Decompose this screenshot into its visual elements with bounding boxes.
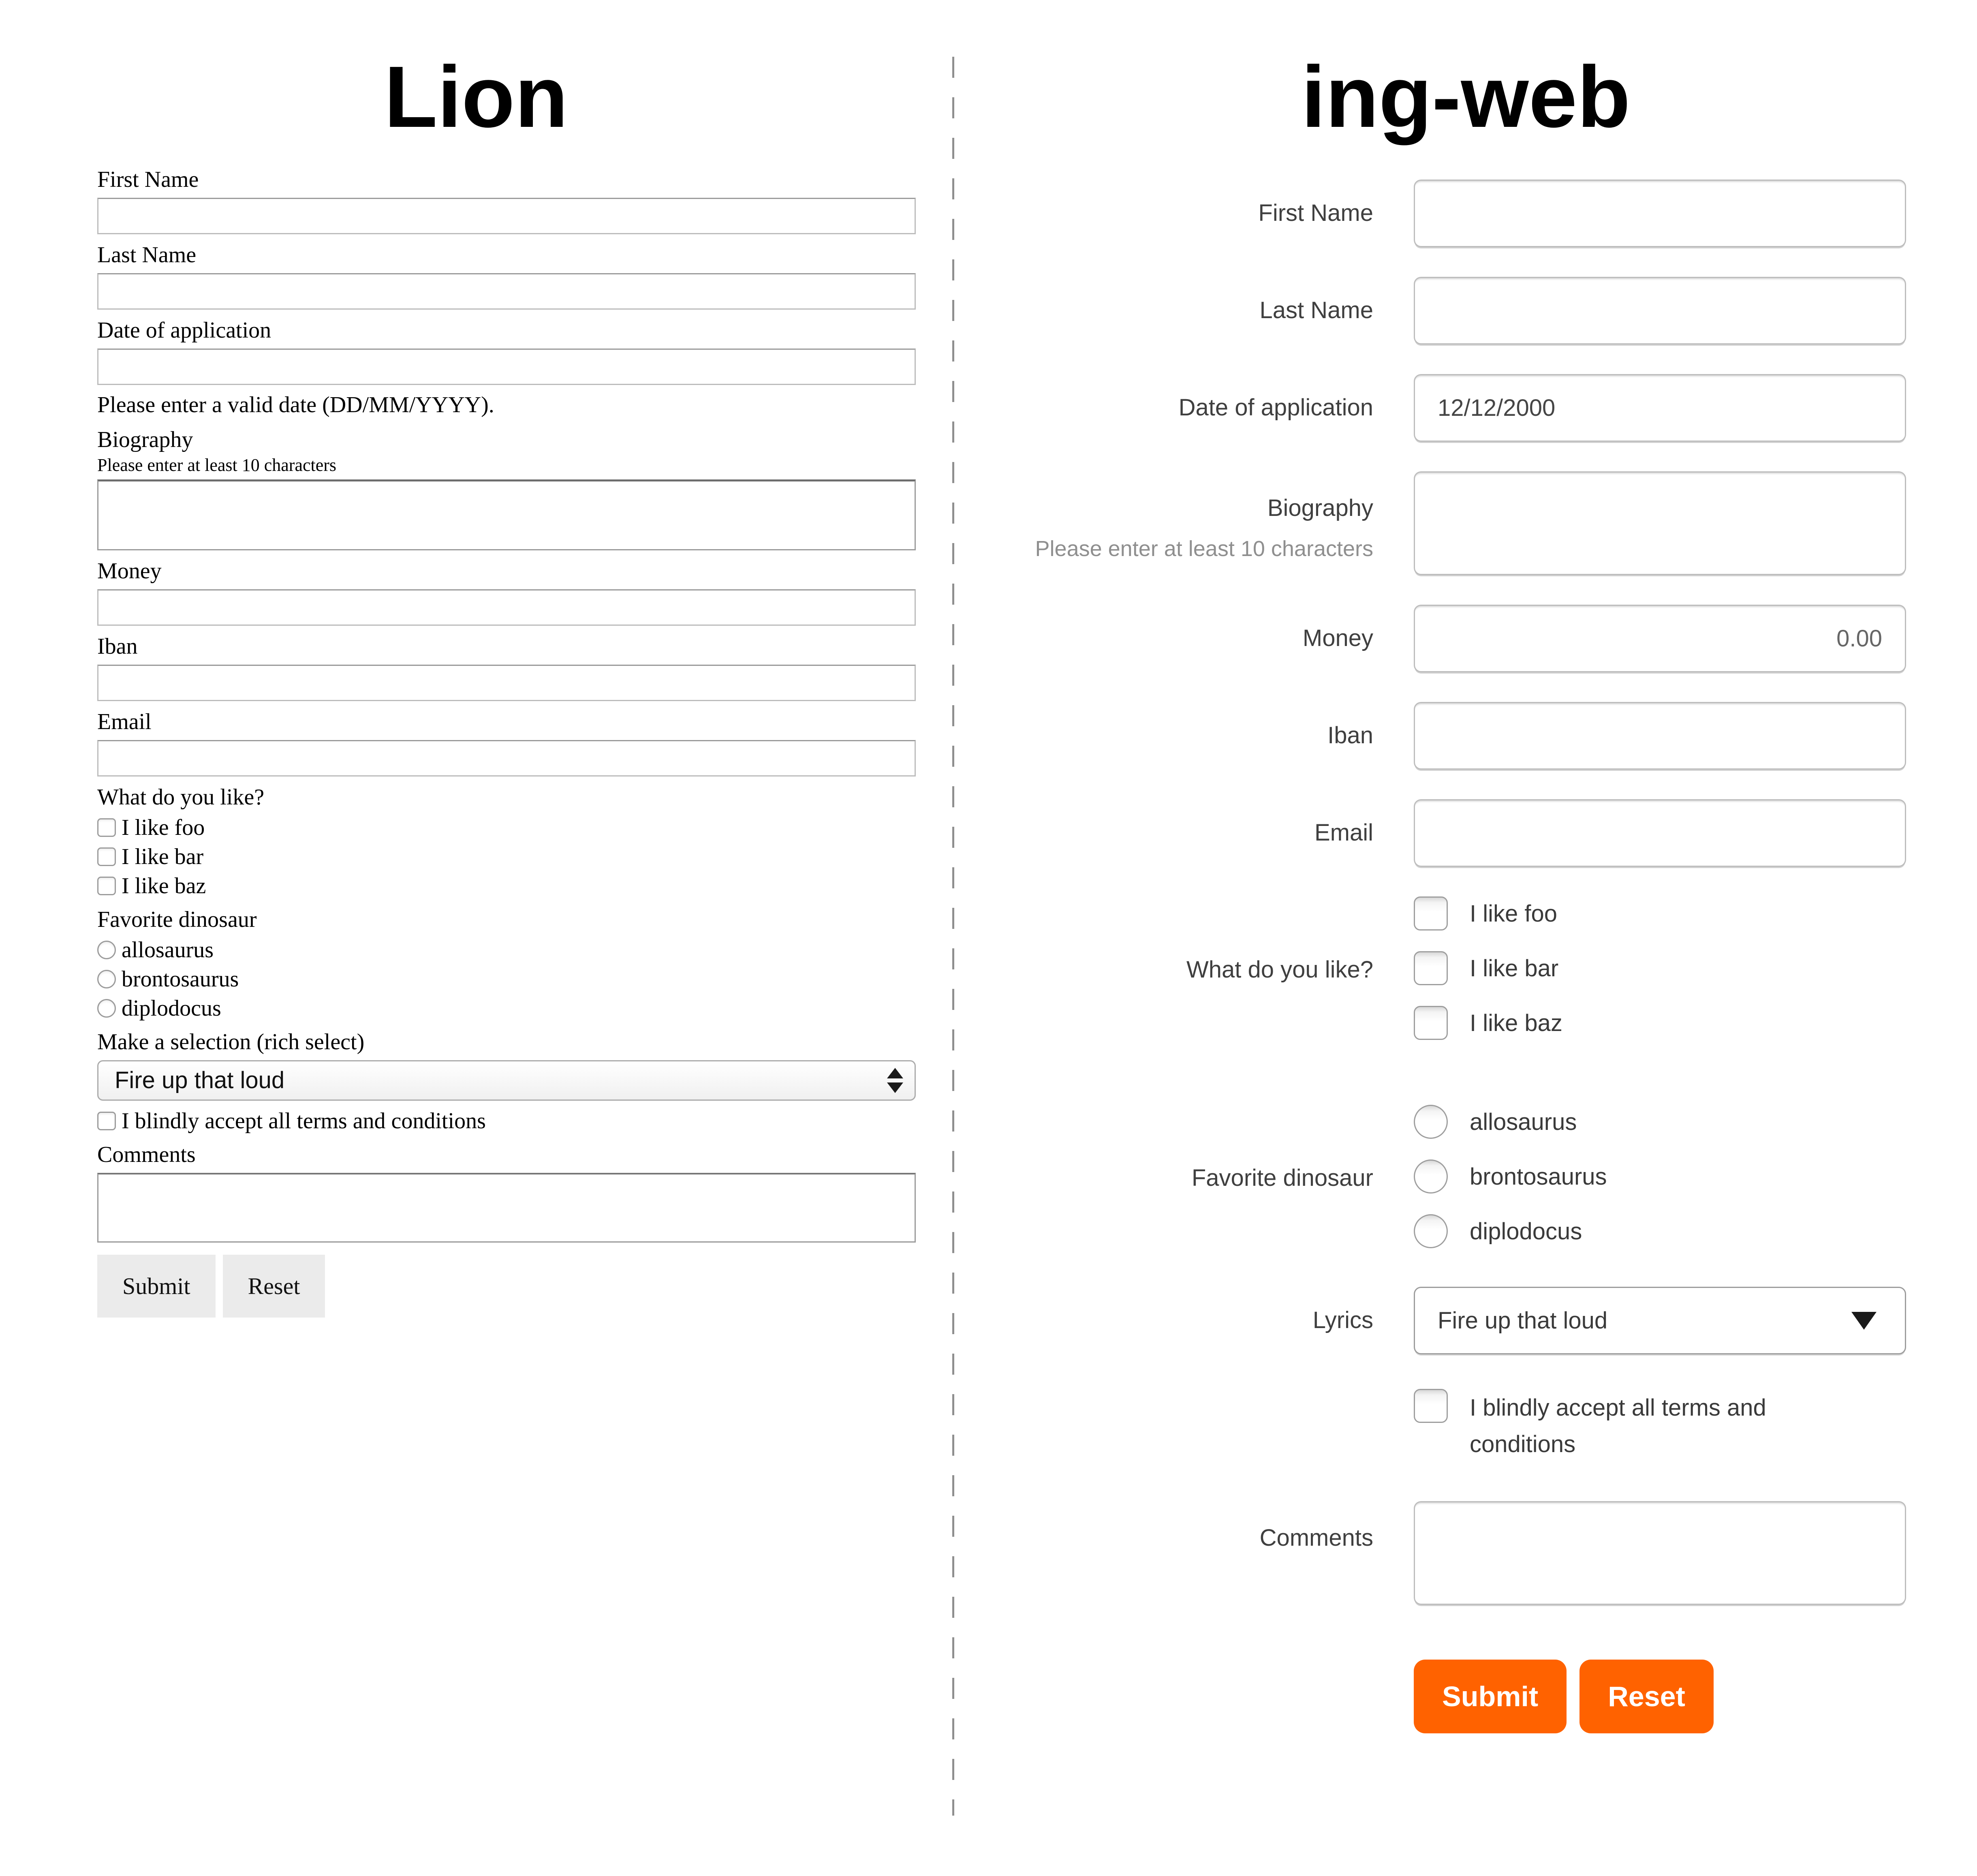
brontosaurus-radio[interactable] [97,970,116,988]
iban-input[interactable] [97,665,916,701]
comments-row [985,1501,1977,1605]
biography-helper: Please enter at least 10 characters [1035,536,1373,561]
comments-textarea[interactable] [1414,1501,1906,1605]
form-row [985,702,1977,770]
terms-option[interactable] [97,1108,916,1134]
biography-textarea[interactable] [1414,471,1906,575]
brontosaurus-radio[interactable] [1414,1159,1448,1194]
allosaurus-label: allosaurus [1470,1108,1577,1135]
lion-title: Lion [384,48,568,145]
first-name-input[interactable] [1414,180,1906,247]
lyrics-select[interactable] [1414,1287,1906,1354]
brontosaurus-label: brontosaurus [1470,1163,1607,1190]
last-name-label: Last Name [97,242,197,267]
lyrics-select-value: Fire up that loud [1438,1307,1608,1334]
checkbox-option[interactable] [1414,951,1906,985]
ing-web-title: ing-web [1301,48,1631,145]
radio-option[interactable] [1414,1214,1906,1248]
lyrics-label: Lyrics [1312,1307,1373,1334]
date-label: Date of application [1178,394,1373,421]
checkbox-option[interactable] [1414,1006,1906,1040]
terms-label: I blindly accept all terms and conditions [122,1108,486,1134]
radio-option[interactable] [97,966,916,992]
comments-label: Comments [97,1142,196,1167]
checkbox-option[interactable] [97,844,916,870]
reset-button[interactable]: Reset [1579,1660,1714,1733]
checkbox-option[interactable] [97,873,916,899]
date-label: Date of application [97,318,271,343]
likes-group-label: What do you like? [1186,956,1373,983]
like-foo-checkbox[interactable] [97,818,116,837]
like-bar-label: I like bar [1470,955,1559,982]
comments-textarea[interactable] [97,1173,916,1243]
first-name-input[interactable] [97,198,916,234]
diplodocus-label: diplodocus [122,995,221,1021]
dropdown-arrow-icon [1851,1312,1877,1330]
rich-select[interactable] [97,1060,916,1101]
radio-option[interactable] [1414,1159,1906,1194]
rich-select-value: Fire up that loud [115,1067,285,1094]
lion-pane [0,0,952,1876]
allosaurus-radio[interactable] [97,941,116,959]
form-row [985,374,1977,442]
comments-label: Comments [1259,1524,1373,1551]
email-label: Email [1314,819,1373,846]
pane-divider [952,57,954,1816]
terms-checkbox[interactable] [1414,1389,1448,1423]
iban-label: Iban [97,633,138,659]
biography-textarea[interactable] [97,479,916,550]
diplodocus-label: diplodocus [1470,1218,1582,1245]
like-bar-checkbox[interactable] [97,847,116,866]
buttons-row [985,1660,1977,1733]
first-name-label: First Name [1258,200,1373,227]
checkbox-option[interactable] [97,815,916,841]
dinosaur-group-label: Favorite dinosaur [1191,1164,1373,1191]
like-bar-checkbox[interactable] [1414,951,1448,985]
terms-label: I blindly accept all terms and conditions [1470,1395,1766,1457]
lion-form [97,165,916,1318]
lion-buttons [97,1255,916,1318]
form-row [985,799,1977,867]
allosaurus-label: allosaurus [122,937,214,963]
ing-web-buttons [1414,1660,1906,1733]
like-baz-label: I like baz [1470,1010,1562,1036]
money-label: Money [97,558,162,584]
diplodocus-radio[interactable] [1414,1214,1448,1248]
dinosaur-options [1414,1105,1906,1248]
ing-web-form [985,180,1977,1733]
likes-group-label: What do you like? [97,784,265,810]
lyrics-row [985,1287,1977,1354]
iban-input[interactable] [1414,702,1906,770]
submit-button[interactable]: Submit [1414,1660,1567,1733]
biography-label-block [985,471,1373,563]
email-input[interactable] [1414,799,1906,867]
money-input[interactable] [1414,605,1906,672]
radio-option[interactable] [97,995,916,1021]
ing-web-pane [955,0,1977,1876]
likes-group [985,896,1977,1040]
email-input[interactable] [97,740,916,776]
terms-checkbox[interactable] [97,1112,116,1130]
date-input[interactable] [97,349,916,385]
like-bar-label: I like bar [122,844,204,869]
dinosaur-group-label: Favorite dinosaur [97,907,257,932]
date-input[interactable] [1414,374,1906,442]
brontosaurus-label: brontosaurus [122,966,239,992]
form-row [985,471,1977,575]
allosaurus-radio[interactable] [1414,1105,1448,1139]
iban-label: Iban [1327,722,1373,749]
submit-button[interactable]: Submit [97,1255,216,1318]
reset-button[interactable]: Reset [223,1255,325,1318]
diplodocus-radio[interactable] [97,999,116,1018]
like-foo-checkbox[interactable] [1414,896,1448,931]
last-name-input[interactable] [1414,277,1906,344]
biography-helper: Please enter at least 10 characters [97,455,337,475]
checkbox-option[interactable] [1414,896,1906,931]
dinosaur-group [985,1105,1977,1248]
likes-options [1414,896,1906,1040]
biography-label: Biography [1267,495,1373,521]
rich-select-label: Make a selection (rich select) [97,1029,365,1055]
money-input[interactable] [97,589,916,626]
terms-option[interactable] [1414,1389,1906,1463]
like-foo-label: I like foo [122,815,205,840]
last-name-label: Last Name [1259,297,1373,324]
last-name-input[interactable] [97,273,916,310]
like-baz-checkbox[interactable] [97,877,116,895]
form-row [985,180,1977,247]
like-baz-label: I like baz [122,873,206,898]
select-spinner-icon [887,1068,903,1093]
like-foo-label: I like foo [1470,900,1557,927]
first-name-label: First Name [97,167,199,192]
date-helper: Please enter a valid date (DD/MM/YYYY). [97,392,494,417]
email-label: Email [97,709,152,734]
like-baz-checkbox[interactable] [1414,1006,1448,1040]
radio-option[interactable] [1414,1105,1906,1139]
biography-label: Biography [97,427,193,452]
money-label: Money [1302,625,1373,652]
form-row [985,277,1977,344]
terms-row [985,1389,1977,1463]
radio-option[interactable] [97,937,916,963]
form-row [985,605,1977,672]
